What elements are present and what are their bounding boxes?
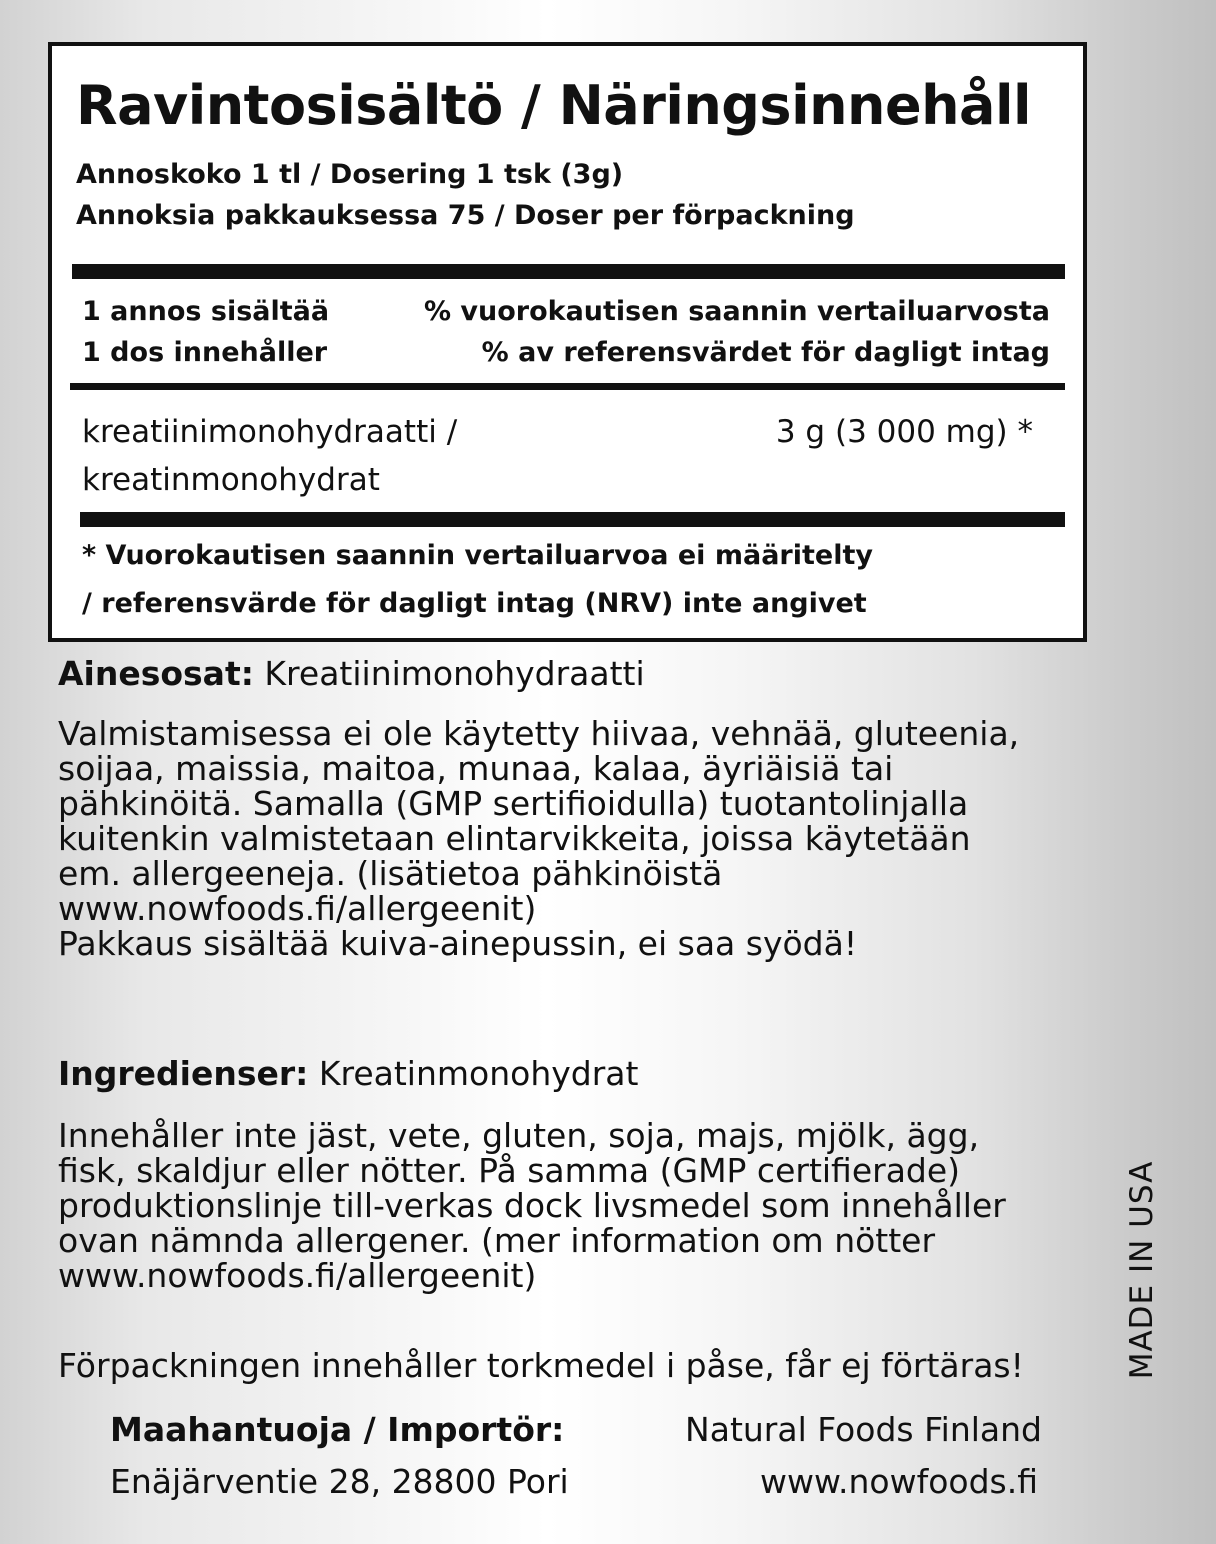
text-line: kuitenkin valmistetaan elintarvikkeita, joissa käytetään <box>58 819 971 858</box>
column-left-header-sv: 1 dos innehåller <box>82 337 328 368</box>
footnote-sv: / referensvärde för dagligt intag (NRV) inte angivet <box>82 588 867 619</box>
made-in-usa: MADE IN USA <box>1124 1160 1160 1380</box>
allergen-text-fi <box>58 716 1019 961</box>
allergen-text-sv <box>58 1118 1006 1293</box>
text-line: Pakkaus sisältää kuiva-ainepussin, ei saa syödä! <box>58 924 858 963</box>
text-line: Valmistamisessa ei ole käytetty hiivaa, vehnää, gluteenia, <box>58 714 1020 753</box>
column-left-header-fi: 1 annos sisältää <box>82 296 330 327</box>
importer-address: Enäjärventie 28, 28800 Pori <box>110 1462 569 1501</box>
text-line: fisk, skaldjur eller nötter. På samma (GMP certifierade) <box>58 1151 961 1190</box>
ingredients-sv <box>58 1056 638 1091</box>
text-line: pähkinöitä. Samalla (GMP sertifioidulla) tuotantolinjalla <box>58 784 969 823</box>
desiccant-warning-sv: Förpackningen innehåller torkmedel i påse, får ej förtäras! <box>58 1346 1024 1385</box>
divider-thick-bottom <box>80 512 1065 527</box>
text-line: soijaa, maissia, maitoa, munaa, kalaa, äyriäisiä tai <box>58 749 894 788</box>
text-line: produktionslinje till-verkas dock livsmedel som innehåller <box>58 1186 1006 1225</box>
nutrition-panel <box>48 42 1087 642</box>
ingredients-value-fi: Kreatiinimonohydraatti <box>253 654 645 693</box>
text-line: www.nowfoods.fi/allergeenit) <box>58 1256 537 1295</box>
column-right-header-sv: % av referensvärdet för dagligt intag <box>481 337 1050 368</box>
text-line: ovan nämnda allergener. (mer information om nötter <box>58 1221 936 1260</box>
text-line: www.nowfoods.fi/allergeenit) <box>58 889 537 928</box>
text-line: Innehåller inte jäst, vete, gluten, soja, majs, mjölk, ägg, <box>58 1116 980 1155</box>
ingredient-amount: 3 g (3 000 mg) * <box>775 414 1033 450</box>
ingredient-name-fi: kreatiinimonohydraatti / <box>82 414 458 450</box>
text-line: em. allergeeneja. (lisätietoa pähkinöistä <box>58 854 723 893</box>
ingredient-name-sv: kreatinmonohydrat <box>82 462 380 498</box>
column-right-header-fi: % vuorokautisen saannin vertailuarvosta <box>423 296 1050 327</box>
importer-label: Maahantuoja / Importör: <box>110 1410 565 1449</box>
ingredients-fi <box>58 656 645 691</box>
ingredients-label-sv: Ingredienser: <box>58 1054 309 1093</box>
ingredients-label-fi: Ainesosat: <box>58 654 254 693</box>
divider-thick-top <box>72 264 1065 279</box>
panel-title: Ravintosisältö / Näringsinnehåll <box>76 74 1031 137</box>
serving-size: Annoskoko 1 tl / Dosering 1 tsk (3g) <box>76 159 624 190</box>
servings-per-pack: Annoksia pakkauksessa 75 / Doser per förpackning <box>76 200 855 231</box>
importer-company: Natural Foods Finland <box>685 1410 1042 1449</box>
importer-website: www.nowfoods.fi <box>760 1462 1038 1501</box>
ingredients-value-sv: Kreatinmonohydrat <box>308 1054 639 1093</box>
footnote-fi: * Vuorokautisen saannin vertailuarvoa ei määritelty <box>82 540 873 571</box>
divider-thin <box>70 383 1065 390</box>
